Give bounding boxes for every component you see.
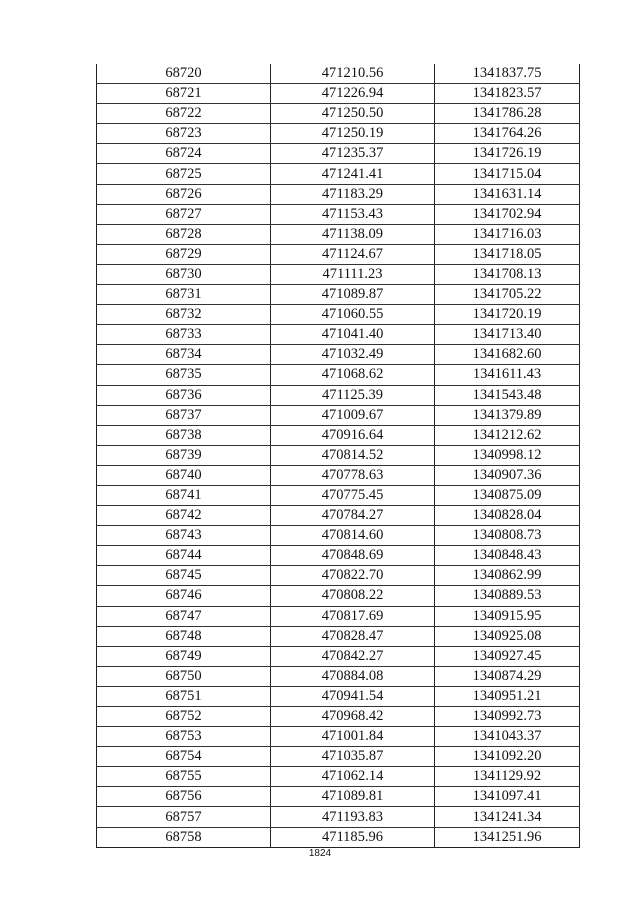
y-coordinate-cell: 1340808.73 bbox=[435, 526, 580, 546]
table-row bbox=[97, 827, 580, 847]
y-coordinate-cell: 1341702.94 bbox=[435, 204, 580, 224]
table-row bbox=[97, 465, 580, 485]
point-id-cell: 68758 bbox=[97, 827, 271, 847]
point-id-cell: 68738 bbox=[97, 425, 271, 445]
y-coordinate-cell: 1341241.34 bbox=[435, 807, 580, 827]
point-id-cell: 68757 bbox=[97, 807, 271, 827]
y-coordinate-cell: 1341251.96 bbox=[435, 827, 580, 847]
y-coordinate-cell: 1340927.45 bbox=[435, 646, 580, 666]
x-coordinate-cell: 471241.41 bbox=[271, 164, 435, 184]
table-row bbox=[97, 747, 580, 767]
x-coordinate-cell: 471032.49 bbox=[271, 345, 435, 365]
y-coordinate-cell: 1341129.92 bbox=[435, 767, 580, 787]
table-row bbox=[97, 184, 580, 204]
coordinate-table-body bbox=[97, 64, 580, 847]
x-coordinate-cell: 471210.56 bbox=[271, 64, 435, 84]
point-id-cell: 68751 bbox=[97, 686, 271, 706]
coordinate-table bbox=[96, 64, 580, 848]
table-row bbox=[97, 686, 580, 706]
point-id-cell: 68726 bbox=[97, 184, 271, 204]
point-id-cell: 68756 bbox=[97, 787, 271, 807]
table-row bbox=[97, 606, 580, 626]
point-id-cell: 68754 bbox=[97, 747, 271, 767]
point-id-cell: 68734 bbox=[97, 345, 271, 365]
point-id-cell: 68752 bbox=[97, 707, 271, 727]
point-id-cell: 68723 bbox=[97, 124, 271, 144]
y-coordinate-cell: 1341097.41 bbox=[435, 787, 580, 807]
y-coordinate-cell: 1341212.62 bbox=[435, 425, 580, 445]
table-row bbox=[97, 485, 580, 505]
x-coordinate-cell: 470884.08 bbox=[271, 666, 435, 686]
y-coordinate-cell: 1341705.22 bbox=[435, 285, 580, 305]
y-coordinate-cell: 1340951.21 bbox=[435, 686, 580, 706]
point-id-cell: 68736 bbox=[97, 385, 271, 405]
y-coordinate-cell: 1340915.95 bbox=[435, 606, 580, 626]
point-id-cell: 68744 bbox=[97, 546, 271, 566]
table-row bbox=[97, 646, 580, 666]
point-id-cell: 68733 bbox=[97, 325, 271, 345]
x-coordinate-cell: 470778.63 bbox=[271, 465, 435, 485]
page-number: 1824 bbox=[308, 848, 332, 859]
y-coordinate-cell: 1340992.73 bbox=[435, 707, 580, 727]
point-id-cell: 68742 bbox=[97, 506, 271, 526]
x-coordinate-cell: 471041.40 bbox=[271, 325, 435, 345]
x-coordinate-cell: 471226.94 bbox=[271, 84, 435, 104]
point-id-cell: 68743 bbox=[97, 526, 271, 546]
x-coordinate-cell: 471060.55 bbox=[271, 305, 435, 325]
point-id-cell: 68727 bbox=[97, 204, 271, 224]
table-row bbox=[97, 124, 580, 144]
x-coordinate-cell: 470817.69 bbox=[271, 606, 435, 626]
x-coordinate-cell: 471124.67 bbox=[271, 244, 435, 264]
x-coordinate-cell: 470822.70 bbox=[271, 566, 435, 586]
x-coordinate-cell: 471009.67 bbox=[271, 405, 435, 425]
y-coordinate-cell: 1341837.75 bbox=[435, 64, 580, 84]
y-coordinate-cell: 1340998.12 bbox=[435, 445, 580, 465]
table-row bbox=[97, 425, 580, 445]
point-id-cell: 68755 bbox=[97, 767, 271, 787]
point-id-cell: 68745 bbox=[97, 566, 271, 586]
x-coordinate-cell: 471138.09 bbox=[271, 224, 435, 244]
table-row bbox=[97, 264, 580, 284]
point-id-cell: 68724 bbox=[97, 144, 271, 164]
x-coordinate-cell: 471035.87 bbox=[271, 747, 435, 767]
table-row bbox=[97, 526, 580, 546]
table-row bbox=[97, 385, 580, 405]
x-coordinate-cell: 470808.22 bbox=[271, 586, 435, 606]
x-coordinate-cell: 471235.37 bbox=[271, 144, 435, 164]
y-coordinate-cell: 1341786.28 bbox=[435, 104, 580, 124]
point-id-cell: 68737 bbox=[97, 405, 271, 425]
y-coordinate-cell: 1341716.03 bbox=[435, 224, 580, 244]
table-row bbox=[97, 164, 580, 184]
table-row bbox=[97, 144, 580, 164]
point-id-cell: 68739 bbox=[97, 445, 271, 465]
y-coordinate-cell: 1340907.36 bbox=[435, 465, 580, 485]
y-coordinate-cell: 1341708.13 bbox=[435, 264, 580, 284]
table-row bbox=[97, 345, 580, 365]
y-coordinate-cell: 1340828.04 bbox=[435, 506, 580, 526]
y-coordinate-cell: 1340862.99 bbox=[435, 566, 580, 586]
point-id-cell: 68750 bbox=[97, 666, 271, 686]
y-coordinate-cell: 1341718.05 bbox=[435, 244, 580, 264]
point-id-cell: 68725 bbox=[97, 164, 271, 184]
table-row bbox=[97, 566, 580, 586]
point-id-cell: 68741 bbox=[97, 485, 271, 505]
y-coordinate-cell: 1341726.19 bbox=[435, 144, 580, 164]
x-coordinate-cell: 471193.83 bbox=[271, 807, 435, 827]
table-row bbox=[97, 707, 580, 727]
table-row bbox=[97, 405, 580, 425]
y-coordinate-cell: 1341823.57 bbox=[435, 84, 580, 104]
y-coordinate-cell: 1341764.26 bbox=[435, 124, 580, 144]
x-coordinate-cell: 471068.62 bbox=[271, 365, 435, 385]
x-coordinate-cell: 470848.69 bbox=[271, 546, 435, 566]
y-coordinate-cell: 1341379.89 bbox=[435, 405, 580, 425]
point-id-cell: 68730 bbox=[97, 264, 271, 284]
y-coordinate-cell: 1341611.43 bbox=[435, 365, 580, 385]
table-row bbox=[97, 325, 580, 345]
table-row bbox=[97, 84, 580, 104]
point-id-cell: 68721 bbox=[97, 84, 271, 104]
y-coordinate-cell: 1340925.08 bbox=[435, 626, 580, 646]
x-coordinate-cell: 471250.19 bbox=[271, 124, 435, 144]
x-coordinate-cell: 471089.81 bbox=[271, 787, 435, 807]
table-row bbox=[97, 807, 580, 827]
x-coordinate-cell: 471250.50 bbox=[271, 104, 435, 124]
y-coordinate-cell: 1340848.43 bbox=[435, 546, 580, 566]
point-id-cell: 68720 bbox=[97, 64, 271, 84]
table-row bbox=[97, 244, 580, 264]
point-id-cell: 68722 bbox=[97, 104, 271, 124]
x-coordinate-cell: 470828.47 bbox=[271, 626, 435, 646]
x-coordinate-cell: 470968.42 bbox=[271, 707, 435, 727]
point-id-cell: 68749 bbox=[97, 646, 271, 666]
x-coordinate-cell: 470842.27 bbox=[271, 646, 435, 666]
point-id-cell: 68747 bbox=[97, 606, 271, 626]
y-coordinate-cell: 1340889.53 bbox=[435, 586, 580, 606]
y-coordinate-cell: 1341713.40 bbox=[435, 325, 580, 345]
y-coordinate-cell: 1341543.48 bbox=[435, 385, 580, 405]
y-coordinate-cell: 1341682.60 bbox=[435, 345, 580, 365]
table-row bbox=[97, 586, 580, 606]
table-row bbox=[97, 365, 580, 385]
y-coordinate-cell: 1341043.37 bbox=[435, 727, 580, 747]
x-coordinate-cell: 470814.52 bbox=[271, 445, 435, 465]
table-row bbox=[97, 727, 580, 747]
point-id-cell: 68732 bbox=[97, 305, 271, 325]
table-row bbox=[97, 787, 580, 807]
point-id-cell: 68740 bbox=[97, 465, 271, 485]
table-row bbox=[97, 506, 580, 526]
x-coordinate-cell: 471185.96 bbox=[271, 827, 435, 847]
table-row bbox=[97, 445, 580, 465]
table-row bbox=[97, 104, 580, 124]
point-id-cell: 68753 bbox=[97, 727, 271, 747]
x-coordinate-cell: 470916.64 bbox=[271, 425, 435, 445]
x-coordinate-cell: 471153.43 bbox=[271, 204, 435, 224]
table-row bbox=[97, 64, 580, 84]
x-coordinate-cell: 471001.84 bbox=[271, 727, 435, 747]
point-id-cell: 68728 bbox=[97, 224, 271, 244]
table-row bbox=[97, 305, 580, 325]
x-coordinate-cell: 470814.60 bbox=[271, 526, 435, 546]
point-id-cell: 68731 bbox=[97, 285, 271, 305]
x-coordinate-cell: 470941.54 bbox=[271, 686, 435, 706]
table-row bbox=[97, 204, 580, 224]
table-row bbox=[97, 285, 580, 305]
x-coordinate-cell: 471183.29 bbox=[271, 184, 435, 204]
x-coordinate-cell: 471089.87 bbox=[271, 285, 435, 305]
y-coordinate-cell: 1340875.09 bbox=[435, 485, 580, 505]
y-coordinate-cell: 1341715.04 bbox=[435, 164, 580, 184]
point-id-cell: 68729 bbox=[97, 244, 271, 264]
x-coordinate-cell: 471111.23 bbox=[271, 264, 435, 284]
point-id-cell: 68746 bbox=[97, 586, 271, 606]
x-coordinate-cell: 470775.45 bbox=[271, 485, 435, 505]
y-coordinate-cell: 1340874.29 bbox=[435, 666, 580, 686]
y-coordinate-cell: 1341631.14 bbox=[435, 184, 580, 204]
x-coordinate-cell: 471062.14 bbox=[271, 767, 435, 787]
table-row bbox=[97, 626, 580, 646]
table-row bbox=[97, 546, 580, 566]
point-id-cell: 68748 bbox=[97, 626, 271, 646]
y-coordinate-cell: 1341720.19 bbox=[435, 305, 580, 325]
table-row bbox=[97, 666, 580, 686]
table-row bbox=[97, 767, 580, 787]
point-id-cell: 68735 bbox=[97, 365, 271, 385]
x-coordinate-cell: 471125.39 bbox=[271, 385, 435, 405]
table-row bbox=[97, 224, 580, 244]
y-coordinate-cell: 1341092.20 bbox=[435, 747, 580, 767]
x-coordinate-cell: 470784.27 bbox=[271, 506, 435, 526]
